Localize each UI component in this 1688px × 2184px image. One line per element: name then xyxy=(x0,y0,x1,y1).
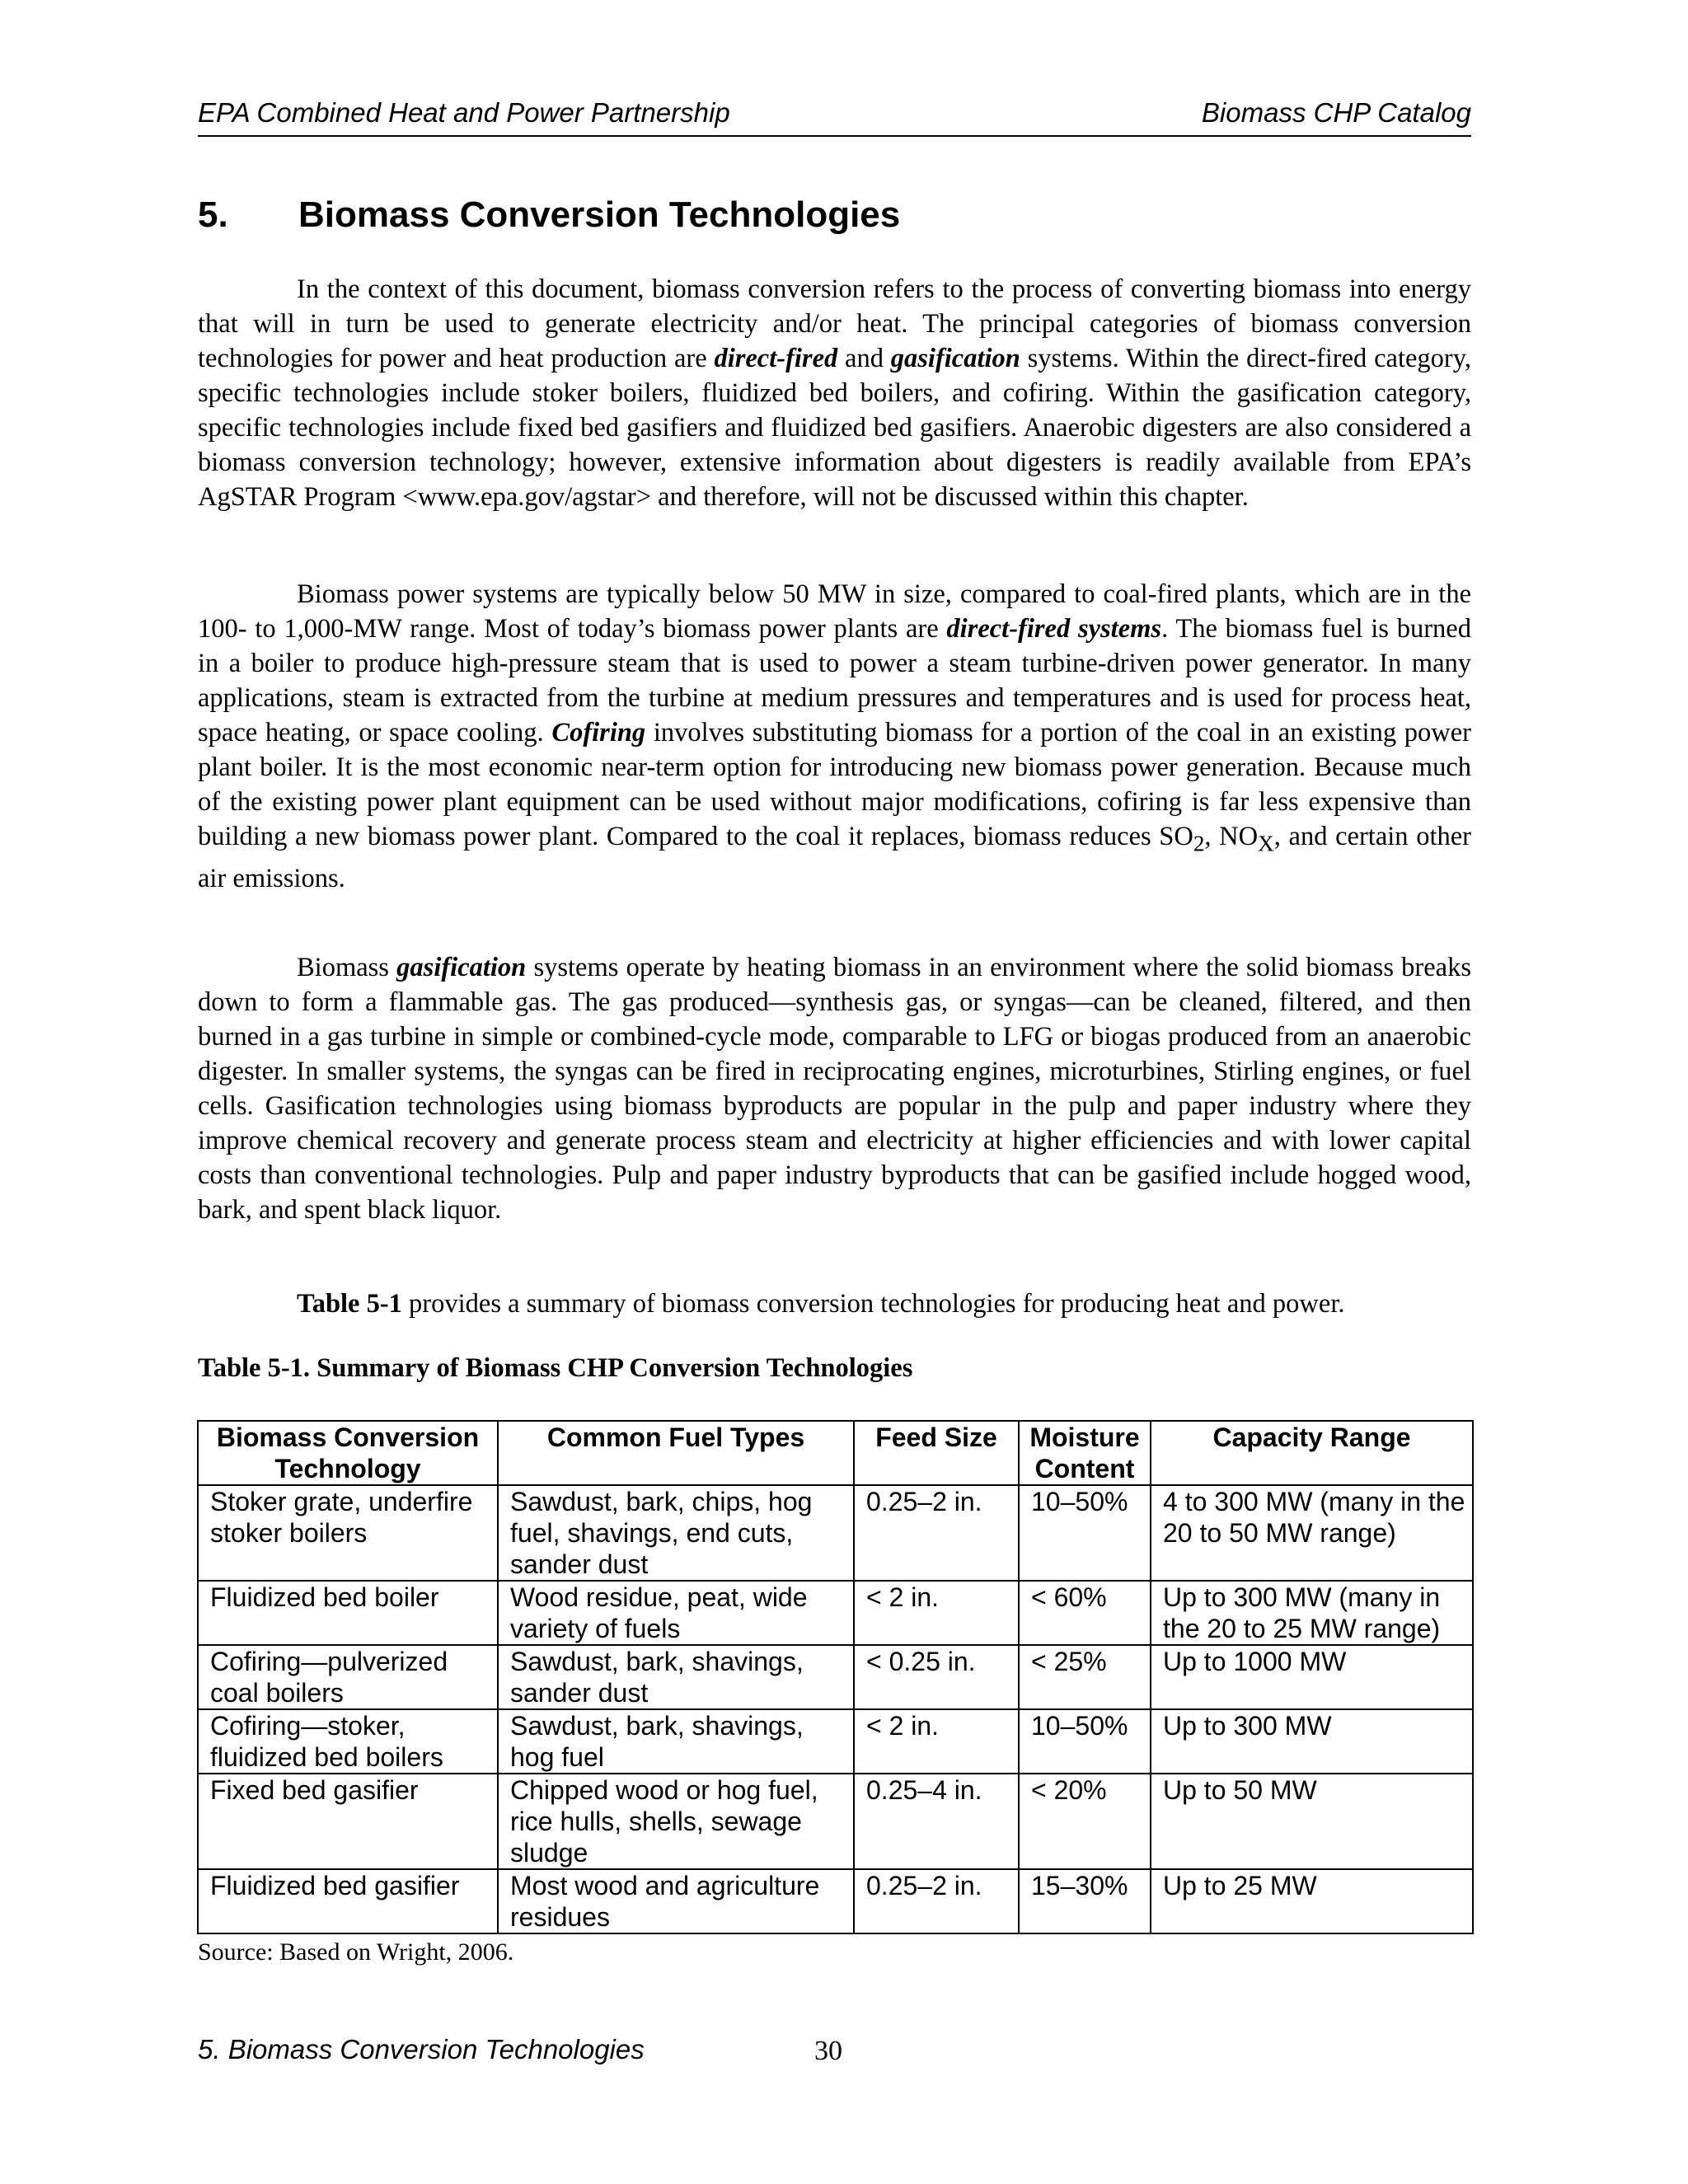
para2-text-i: , and certain other air emissions. xyxy=(198,822,1471,893)
table-row xyxy=(198,1869,1473,1933)
para2-text-g: , NO xyxy=(1204,822,1259,851)
col-header-capacity: Capacity Range xyxy=(1151,1421,1473,1485)
para3-term-gasification: gasification xyxy=(396,953,527,982)
cell-moisture: < 20% xyxy=(1019,1774,1151,1869)
table-source-note: Source: Based on Wright, 2006. xyxy=(198,1938,514,1966)
para2-text-a: Biomass power systems are typically below 50 MW in size, compared to coal-fired plants, which are in the 100- to 1,000-MW range. Most of today’s biomass power plants are xyxy=(198,579,1471,644)
para4-text: provides a summary of biomass conversion technologies for producing heat and power. xyxy=(401,1289,1345,1319)
cell-feed-size: 0.25–2 in. xyxy=(854,1485,1019,1581)
table-row xyxy=(198,1774,1473,1869)
running-header xyxy=(198,97,1471,137)
table-caption: Table 5-1. Summary of Biomass CHP Conversion Technologies xyxy=(198,1353,913,1383)
para1-text-e: systems. Within the direct-fired category, specific technologies include stoker boilers, fluidized bed boilers, and cofiring. Within the gasification category, specific technologies include fixed bed gasifiers and fluidized bed gasifiers. Anaerobic digesters are also considered a biomass conversion technology; however, extensive information about digesters is readily available from EPA’s AgSTAR Program <www.epa.gov/agstar> and therefore, will not be discussed within this chapter. xyxy=(198,344,1471,512)
table-row xyxy=(198,1485,1473,1581)
para1-term-gasification: gasification xyxy=(890,344,1020,373)
cell-feed-size: < 2 in. xyxy=(854,1709,1019,1774)
para3-text-c: systems operate by heating biomass in an environment where the solid biomass breaks down to form a flammable gas. The gas produced—synthesis gas, or syngas—can be cleaned, filtered, and then burned in a gas turbine in simple or combined-cycle mode, comparable to LFG or biogas produced from an anaerobic digester. In smaller systems, the syngas can be fired in reciprocating engines, microturbines, Stirling engines, or fuel cells. Gasification technologies using biomass byproducts are popular in the pulp and paper industry where they improve chemical recovery and generate process steam and electricity at higher efficiencies and with lower capital costs than conventional technologies. Pulp and paper industry byproducts that can be gasified include hogged wood, bark, and spent black liquor. xyxy=(198,953,1471,1225)
cell-moisture: < 25% xyxy=(1019,1645,1151,1709)
table-reference: Table 5-1 xyxy=(297,1289,402,1319)
cell-capacity: 4 to 300 MW (many in the 20 to 50 MW range) xyxy=(1151,1485,1473,1581)
cell-moisture: 15–30% xyxy=(1019,1869,1151,1933)
cell-capacity: Up to 25 MW xyxy=(1151,1869,1473,1933)
cell-fuel-types: Chipped wood or hog fuel, rice hulls, shells, sewage sludge xyxy=(498,1774,854,1869)
summary-table xyxy=(197,1420,1474,1934)
header-left: EPA Combined Heat and Power Partnership xyxy=(198,97,730,128)
para2-text-c: . The biomass fuel is burned in a boiler to produce high-pressure steam that is used to power a steam turbine-driven power generator. In many applications, steam is extracted from the turbine at medium pressures and temperatures and is used for process heat, space heating, or space cooling. xyxy=(198,614,1471,748)
para1-term-direct-fired: direct-fired xyxy=(714,344,838,373)
cell-fuel-types: Sawdust, bark, shavings, sander dust xyxy=(498,1645,854,1709)
table-row xyxy=(198,1645,1473,1709)
cell-feed-size: 0.25–4 in. xyxy=(854,1774,1019,1869)
para2-term-direct-fired-systems: direct-fired systems xyxy=(946,614,1162,644)
chapter-number: 5. xyxy=(198,194,228,235)
cell-technology: Cofiring—stoker, fluidized bed boilers xyxy=(198,1709,498,1774)
cell-fuel-types: Most wood and agriculture residues xyxy=(498,1869,854,1933)
para1-text-c: and xyxy=(837,344,891,373)
para2-term-cofiring: Cofiring xyxy=(551,718,646,748)
paragraph-4 xyxy=(297,1289,1344,1319)
cell-feed-size: < 0.25 in. xyxy=(854,1645,1019,1709)
cell-moisture: < 60% xyxy=(1019,1581,1151,1645)
chapter-heading xyxy=(198,194,900,236)
cell-feed-size: 0.25–2 in. xyxy=(854,1869,1019,1933)
col-header-fuel-types: Common Fuel Types xyxy=(498,1421,854,1485)
cell-fuel-types: Sawdust, bark, chips, hog fuel, shavings, end cuts, sander dust xyxy=(498,1485,854,1581)
page-number: 30 xyxy=(814,2036,842,2066)
col-header-technology: Biomass Conversion Technology xyxy=(198,1421,498,1485)
cell-capacity: Up to 50 MW xyxy=(1151,1774,1473,1869)
cell-moisture: 10–50% xyxy=(1019,1709,1151,1774)
cell-technology: Fixed bed gasifier xyxy=(198,1774,498,1869)
cell-technology: Fluidized bed gasifier xyxy=(198,1869,498,1933)
para2-sub-x: X xyxy=(1258,831,1274,856)
cell-capacity: Up to 1000 MW xyxy=(1151,1645,1473,1709)
para3-text-a: Biomass xyxy=(297,953,397,982)
cell-capacity: Up to 300 MW xyxy=(1151,1709,1473,1774)
cell-technology: Cofiring—pulverized coal boilers xyxy=(198,1645,498,1709)
footer-chapter: 5. Biomass Conversion Technologies xyxy=(198,2034,645,2064)
cell-fuel-types: Sawdust, bark, shavings, hog fuel xyxy=(498,1709,854,1774)
cell-technology: Fluidized bed boiler xyxy=(198,1581,498,1645)
table-header-row xyxy=(198,1421,1473,1485)
cell-feed-size: < 2 in. xyxy=(854,1581,1019,1645)
chapter-title: Biomass Conversion Technologies xyxy=(298,194,901,235)
header-right: Biomass CHP Catalog xyxy=(1201,97,1471,128)
col-header-moisture: Moisture Content xyxy=(1019,1421,1151,1485)
cell-moisture: 10–50% xyxy=(1019,1485,1151,1581)
para2-text-e: involves substituting biomass for a portion of the coal in an existing power plant boiler. It is the most economic near-term option for introducing new biomass power generation. Because much of the existing power plant equipment can be used without major modifications, cofiring is far less expensive than building a new biomass power plant. Compared to the coal it replaces, biomass reduces SO xyxy=(198,718,1472,851)
table-row xyxy=(198,1709,1473,1774)
para1-text-a: In the context of this document, biomass conversion refers to the process of converting biomass into energy that will in turn be used to generate electricity and/or heat. The principal categories of biomass conversion technologies for power and heat production are xyxy=(198,274,1471,373)
paragraph-3 xyxy=(198,950,1471,1227)
paragraph-2 xyxy=(198,577,1471,896)
cell-fuel-types: Wood residue, peat, wide variety of fuels xyxy=(498,1581,854,1645)
para2-sub-2: 2 xyxy=(1193,831,1205,856)
col-header-feed-size: Feed Size xyxy=(854,1421,1019,1485)
cell-technology: Stoker grate, underfire stoker boilers xyxy=(198,1485,498,1581)
table-row xyxy=(198,1581,1473,1645)
cell-capacity: Up to 300 MW (many in the 20 to 25 MW range) xyxy=(1151,1581,1473,1645)
paragraph-1 xyxy=(198,272,1471,514)
